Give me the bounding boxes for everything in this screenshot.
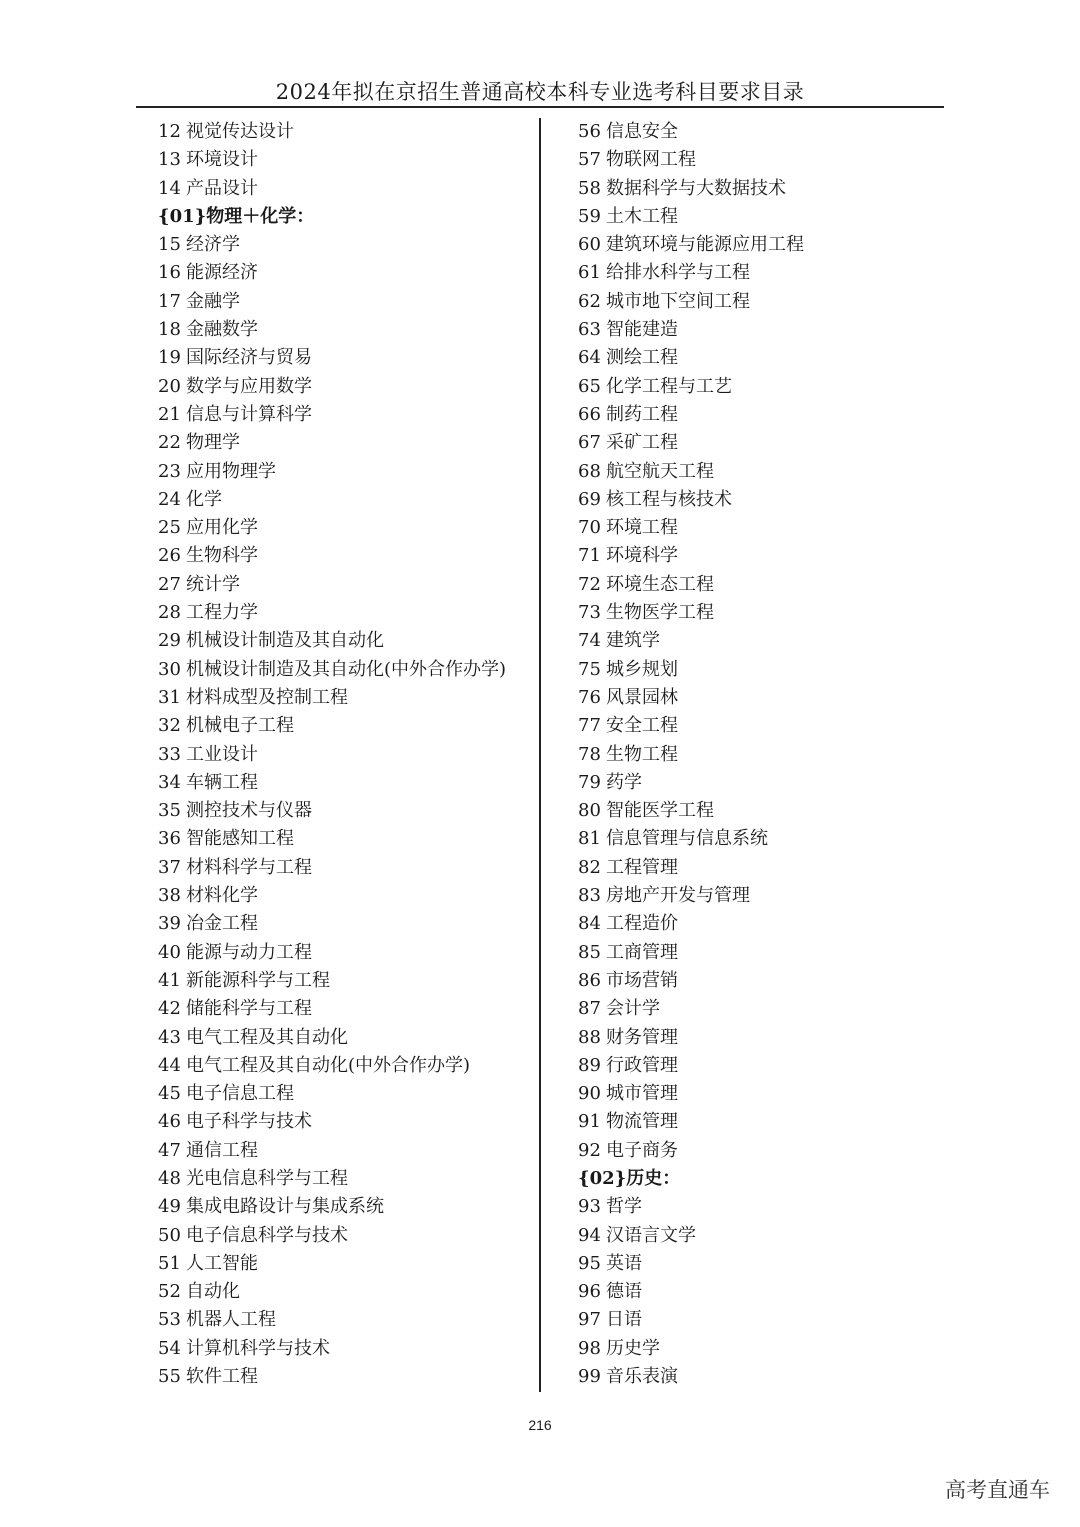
item-name: 城市管理 [606, 1083, 678, 1105]
list-item [578, 231, 938, 259]
list-item [158, 1165, 533, 1193]
left-column-list [158, 118, 533, 1391]
list-item [158, 1108, 533, 1136]
list-item [158, 458, 533, 486]
column-divider [539, 118, 541, 1392]
item-number: 21 [158, 403, 181, 425]
item-name: 数据科学与大数据技术 [606, 177, 786, 199]
item-name: 冶金工程 [186, 913, 258, 935]
item-name: 土木工程 [606, 205, 678, 227]
item-number: 92 [578, 1139, 601, 1161]
item-name: 工商管理 [606, 941, 678, 963]
item-number: 26 [158, 545, 181, 567]
item-number: 47 [158, 1139, 181, 1161]
item-name: 国际经济与贸易 [186, 347, 312, 369]
item-name: 通信工程 [186, 1139, 258, 1161]
item-name: 机器人工程 [186, 1309, 276, 1331]
item-name: 环境科学 [606, 545, 678, 567]
list-item [578, 1080, 938, 1108]
item-number: 77 [578, 715, 601, 737]
page-number: 216 [528, 1417, 552, 1433]
list-item [158, 1278, 533, 1306]
item-number: 87 [578, 998, 601, 1020]
list-item [578, 146, 938, 174]
list-item [578, 1306, 938, 1334]
item-name: 电子信息工程 [186, 1083, 294, 1105]
page-title: 2024年拟在京招生普通高校本科专业选考科目要求目录 [275, 80, 805, 104]
item-name: 建筑学 [606, 630, 660, 652]
item-number: 36 [158, 828, 181, 850]
item-name: 智能感知工程 [186, 828, 294, 850]
item-name: 电气工程及其自动化(中外合作办学) [186, 1054, 471, 1076]
item-number: 16 [158, 262, 181, 284]
item-name: 安全工程 [606, 715, 678, 737]
item-name: 历史学 [606, 1337, 660, 1359]
item-name: 信息与计算科学 [186, 403, 312, 425]
list-item [158, 1222, 533, 1250]
item-name: 能源经济 [186, 262, 258, 284]
item-name: 工程管理 [606, 856, 678, 878]
item-number: 93 [578, 1196, 601, 1218]
item-number: 42 [158, 998, 181, 1020]
list-item [578, 995, 938, 1023]
list-item [578, 1024, 938, 1052]
item-number: 82 [578, 856, 601, 878]
item-name: 物理学 [186, 432, 240, 454]
item-name: 音乐表演 [606, 1366, 678, 1388]
item-name: 建筑环境与能源应用工程 [606, 234, 804, 256]
item-name: 哲学 [606, 1196, 642, 1218]
item-number: 70 [578, 517, 601, 539]
list-item [158, 146, 533, 174]
item-name: 计算机科学与技术 [186, 1337, 330, 1359]
list-item [158, 1335, 533, 1363]
item-number: 30 [158, 658, 181, 680]
item-number: 98 [578, 1337, 601, 1359]
list-item [158, 1024, 533, 1052]
item-number: 31 [158, 686, 181, 708]
item-number: 18 [158, 319, 181, 341]
item-number: 20 [158, 375, 181, 397]
item-number: 23 [158, 460, 181, 482]
item-name: 机械设计制造及其自动化(中外合作办学) [186, 658, 507, 680]
list-item [578, 429, 938, 457]
list-item [578, 1222, 938, 1250]
item-name: 行政管理 [606, 1054, 678, 1076]
list-item [158, 825, 533, 853]
item-name: 车辆工程 [186, 771, 258, 793]
item-number: 72 [578, 573, 601, 595]
item-name: 测控技术与仪器 [186, 800, 312, 822]
item-number: 15 [158, 234, 181, 256]
item-number: 27 [158, 573, 181, 595]
item-name: 航空航天工程 [606, 460, 714, 482]
list-item [158, 344, 533, 372]
item-number: 95 [578, 1252, 601, 1274]
item-number: 52 [158, 1281, 181, 1303]
item-name: 生物科学 [186, 545, 258, 567]
item-number: 54 [158, 1337, 181, 1359]
list-item [158, 854, 533, 882]
list-item [158, 939, 533, 967]
item-number: 55 [158, 1366, 181, 1388]
item-number: 19 [158, 347, 181, 369]
item-number: 86 [578, 969, 601, 991]
item-name: 财务管理 [606, 1026, 678, 1048]
list-item [578, 712, 938, 740]
item-name: 工业设计 [186, 743, 258, 765]
right-column-list [578, 118, 938, 1391]
list-item [158, 967, 533, 995]
item-number: 43 [158, 1026, 181, 1048]
list-item [578, 769, 938, 797]
list-item [158, 401, 533, 429]
item-name: 金融学 [186, 290, 240, 312]
list-item [158, 712, 533, 740]
list-item [578, 627, 938, 655]
item-name: 储能科学与工程 [186, 998, 312, 1020]
item-name: 产品设计 [186, 177, 258, 199]
list-item [578, 882, 938, 910]
item-name: 材料科学与工程 [186, 856, 312, 878]
list-item [578, 514, 938, 542]
item-name: 市场营销 [606, 969, 678, 991]
item-name: 汉语言文学 [606, 1224, 696, 1246]
list-item [578, 1193, 938, 1221]
list-item [158, 1080, 533, 1108]
list-item [578, 373, 938, 401]
list-item [578, 1250, 938, 1278]
list-item [578, 967, 938, 995]
list-item [158, 175, 533, 203]
item-name: 经济学 [186, 234, 240, 256]
item-number: 79 [578, 771, 601, 793]
item-number: 33 [158, 743, 181, 765]
item-number: 89 [578, 1054, 601, 1076]
item-number: 91 [578, 1111, 601, 1133]
list-item [578, 344, 938, 372]
list-item [578, 741, 938, 769]
list-item [158, 741, 533, 769]
item-number: 73 [578, 602, 601, 624]
item-name: 给排水科学与工程 [606, 262, 750, 284]
list-item [578, 797, 938, 825]
item-number: 32 [158, 715, 181, 737]
item-name: 电子信息科学与技术 [186, 1224, 348, 1246]
list-item [158, 599, 533, 627]
item-number: 83 [578, 885, 601, 907]
item-number: 48 [158, 1167, 181, 1189]
item-number: 28 [158, 602, 181, 624]
item-name: 电子商务 [606, 1139, 678, 1161]
title-rule [136, 106, 944, 108]
item-name: 信息安全 [606, 121, 678, 142]
item-name: 电气工程及其自动化 [186, 1026, 348, 1048]
list-item [158, 882, 533, 910]
item-name: 物联网工程 [606, 149, 696, 171]
item-number: 17 [158, 290, 181, 312]
list-item [578, 542, 938, 570]
item-name: 新能源科学与工程 [186, 969, 330, 991]
item-name: 化学工程与工艺 [606, 375, 732, 397]
item-number: 14 [158, 177, 181, 199]
item-name: 统计学 [186, 573, 240, 595]
list-item [158, 1193, 533, 1221]
list-item [578, 203, 938, 231]
item-number: 53 [158, 1309, 181, 1331]
item-number: 99 [578, 1366, 601, 1388]
list-item [158, 316, 533, 344]
item-name: 药学 [606, 771, 642, 793]
item-name: 自动化 [186, 1281, 240, 1303]
item-name: 应用物理学 [186, 460, 276, 482]
list-item [158, 1052, 533, 1080]
list-item [158, 684, 533, 712]
item-number: 63 [578, 319, 601, 341]
list-item [158, 797, 533, 825]
item-name: 金融数学 [186, 319, 258, 341]
item-number: 57 [578, 149, 601, 171]
item-name: 能源与动力工程 [186, 941, 312, 963]
list-item [578, 854, 938, 882]
item-name: 智能医学工程 [606, 800, 714, 822]
item-name: 城乡规划 [606, 658, 678, 680]
list-item [578, 825, 938, 853]
item-number: 94 [578, 1224, 601, 1246]
item-number: 34 [158, 771, 181, 793]
item-name: 电子科学与技术 [186, 1111, 312, 1133]
item-number: 64 [578, 347, 601, 369]
item-name: 材料成型及控制工程 [186, 686, 348, 708]
item-name: 信息管理与信息系统 [606, 828, 768, 850]
item-number: 59 [578, 205, 601, 227]
item-number: 85 [578, 941, 601, 963]
list-item [158, 1306, 533, 1334]
item-number: 84 [578, 913, 601, 935]
list-item [158, 1363, 533, 1391]
item-name: 日语 [606, 1309, 642, 1331]
item-number: 65 [578, 375, 601, 397]
watermark: 高考直通车 [945, 1478, 1050, 1502]
item-number: 67 [578, 432, 601, 454]
item-name: 数学与应用数学 [186, 375, 312, 397]
item-name: 机械设计制造及其自动化 [186, 630, 384, 652]
list-item [578, 1052, 938, 1080]
item-name: 智能建造 [606, 319, 678, 341]
item-number: 90 [578, 1083, 601, 1105]
item-number: 66 [578, 403, 601, 425]
list-item [158, 910, 533, 938]
item-name: 机械电子工程 [186, 715, 294, 737]
section-heading: {01}物理＋化学： [158, 205, 315, 227]
list-item [578, 1137, 938, 1165]
item-number: 58 [578, 177, 601, 199]
item-number: 62 [578, 290, 601, 312]
item-name: 房地产开发与管理 [606, 885, 750, 907]
list-item [578, 1335, 938, 1363]
list-item [158, 1250, 533, 1278]
list-item [158, 118, 533, 146]
item-name: 软件工程 [186, 1366, 258, 1388]
list-item [158, 1137, 533, 1165]
list-item [578, 175, 938, 203]
item-number: 97 [578, 1309, 601, 1331]
list-item [578, 316, 938, 344]
list-item [158, 542, 533, 570]
item-number: 61 [578, 262, 601, 284]
list-item [158, 288, 533, 316]
item-number: 50 [158, 1224, 181, 1246]
item-number: 60 [578, 234, 601, 256]
item-number: 81 [578, 828, 601, 850]
list-item [578, 910, 938, 938]
list-item [578, 259, 938, 287]
list-item [578, 939, 938, 967]
item-name: 材料化学 [186, 885, 258, 907]
item-number: 56 [578, 121, 601, 142]
item-name: 生物工程 [606, 743, 678, 765]
list-item [578, 656, 938, 684]
item-number: 40 [158, 941, 181, 963]
item-name: 工程力学 [186, 602, 258, 624]
list-item [578, 118, 938, 146]
item-name: 制药工程 [606, 403, 678, 425]
item-name: 人工智能 [186, 1252, 258, 1274]
item-name: 风景园林 [606, 686, 678, 708]
item-number: 24 [158, 488, 181, 510]
item-name: 环境工程 [606, 517, 678, 539]
item-number: 78 [578, 743, 601, 765]
list-item [158, 373, 533, 401]
item-number: 38 [158, 885, 181, 907]
list-item [578, 1108, 938, 1136]
list-item [578, 288, 938, 316]
item-name: 德语 [606, 1281, 642, 1303]
section-heading: {02}历史： [578, 1167, 681, 1189]
item-number: 75 [578, 658, 601, 680]
item-name: 应用化学 [186, 517, 258, 539]
list-item [158, 259, 533, 287]
item-number: 71 [578, 545, 601, 567]
item-number: 39 [158, 913, 181, 935]
item-name: 测绘工程 [606, 347, 678, 369]
item-name: 物流管理 [606, 1111, 678, 1133]
item-number: 76 [578, 686, 601, 708]
item-number: 68 [578, 460, 601, 482]
list-item [158, 769, 533, 797]
list-item [158, 571, 533, 599]
item-number: 49 [158, 1196, 181, 1218]
item-number: 88 [578, 1026, 601, 1048]
item-name: 工程造价 [606, 913, 678, 935]
item-name: 采矿工程 [606, 432, 678, 454]
item-name: 视觉传达设计 [186, 121, 294, 142]
item-name: 光电信息科学与工程 [186, 1167, 348, 1189]
item-number: 46 [158, 1111, 181, 1133]
list-item [158, 656, 533, 684]
item-name: 环境生态工程 [606, 573, 714, 595]
item-number: 45 [158, 1083, 181, 1105]
item-name: 化学 [186, 488, 222, 510]
list-item [578, 401, 938, 429]
list-item [578, 571, 938, 599]
list-item [158, 514, 533, 542]
item-number: 96 [578, 1281, 601, 1303]
list-item [578, 486, 938, 514]
item-number: 74 [578, 630, 601, 652]
list-item [578, 684, 938, 712]
list-item [578, 599, 938, 627]
list-item [578, 1363, 938, 1391]
item-number: 12 [158, 121, 181, 142]
item-number: 41 [158, 969, 181, 991]
list-item [158, 486, 533, 514]
item-name: 英语 [606, 1252, 642, 1274]
item-number: 44 [158, 1054, 181, 1076]
list-item [578, 458, 938, 486]
list-item [158, 627, 533, 655]
list-item [158, 231, 533, 259]
item-number: 80 [578, 800, 601, 822]
item-name: 环境设计 [186, 149, 258, 171]
item-name: 核工程与核技术 [606, 488, 732, 510]
item-number: 13 [158, 149, 181, 171]
item-name: 会计学 [606, 998, 660, 1020]
item-number: 29 [158, 630, 181, 652]
list-item [158, 995, 533, 1023]
item-name: 城市地下空间工程 [606, 290, 750, 312]
item-number: 35 [158, 800, 181, 822]
list-item [578, 1278, 938, 1306]
item-number: 22 [158, 432, 181, 454]
list-item [158, 429, 533, 457]
item-name: 生物医学工程 [606, 602, 714, 624]
item-number: 25 [158, 517, 181, 539]
item-number: 51 [158, 1252, 181, 1274]
item-name: 集成电路设计与集成系统 [186, 1196, 384, 1218]
item-number: 69 [578, 488, 601, 510]
item-number: 37 [158, 856, 181, 878]
